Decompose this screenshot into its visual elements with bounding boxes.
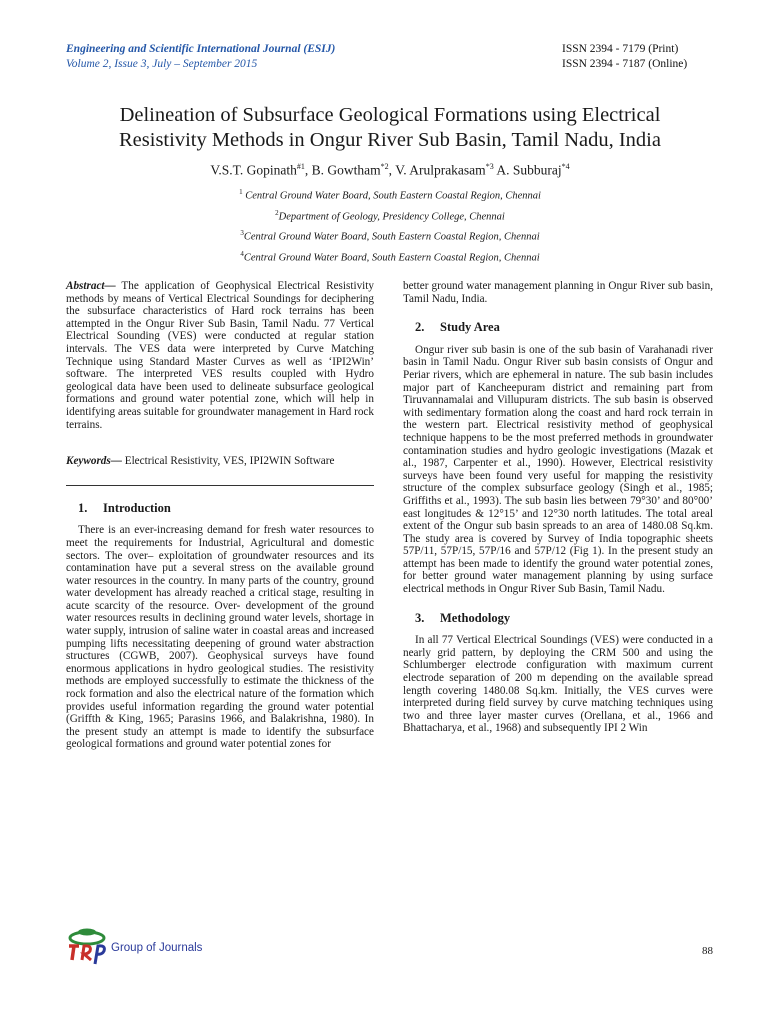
affiliation-number: 3 xyxy=(240,229,244,237)
continuation-paragraph: better ground water management planning in Ongur River sub basin, Tamil Nadu, India. xyxy=(403,280,713,305)
journal-header xyxy=(66,42,335,72)
logo-letter-r xyxy=(82,946,91,960)
affiliation-item xyxy=(70,225,710,246)
abstract-text: The application of Geophysical Electrical Resistivity methods by means of Vertical Electrical Soundings for deciphering the subsurface characteristics of Hard rock terrains has been attempted in the Ongur River Sub Basin, Tamil Nadu. 77 Vertical Electrical Sounding (VES) were conducted at regular station intervals. The VES data were interpreted by Curve Matching Technique using Standard Master Curves as well as ‘IPI2Win’ software. The interpreted VES results coupled with Hydro geological data have been used to delineate subsurface geological formations and ground water potential zone, which will help in identifying areas suitable for groundwater management in Hard rock terrains. xyxy=(66,280,374,431)
author-name: V. Arulprakasam xyxy=(395,162,486,178)
affiliation-item xyxy=(70,184,710,205)
abstract xyxy=(66,280,374,431)
section-number: 3. xyxy=(415,610,425,625)
affiliation-text: Central Ground Water Board, South Eastern Coastal Region, Chennai xyxy=(243,252,540,263)
section-number: 1. xyxy=(78,500,88,515)
left-column xyxy=(66,280,374,751)
section-divider xyxy=(66,485,374,486)
author-mark: #1 xyxy=(296,162,305,171)
keywords-label: Keywords— xyxy=(66,455,122,468)
author-name: A. Subburaj xyxy=(496,162,562,178)
affiliation-item xyxy=(70,246,710,267)
title-line-2: Resistivity Methods in Ongur River Sub Basin, Tamil Nadu, India xyxy=(119,129,661,151)
author-mark: *3 xyxy=(485,162,494,171)
section-heading-study-area xyxy=(415,321,713,334)
author-separator: , xyxy=(388,162,396,178)
affiliation-text: Central Ground Water Board, South Eastern Coastal Region, Chennai xyxy=(242,190,541,202)
keywords-text: Electrical Resistivity, VES, IPI2WIN Software xyxy=(121,455,335,468)
affiliation-number: 2 xyxy=(275,208,279,217)
section-heading-introduction xyxy=(78,502,374,515)
author-separator: , xyxy=(304,162,312,178)
section-heading-methodology xyxy=(415,612,713,625)
author-name: B. Gowtham xyxy=(311,162,381,178)
page-number: 88 xyxy=(702,945,713,957)
journal-name: Engineering and Scientific International Journal (ESIJ) xyxy=(66,43,336,55)
affiliation-list xyxy=(70,184,710,266)
author-name: V.S.T. Gopinath xyxy=(210,162,297,178)
study-area-paragraph: Ongur river sub basin is one of the sub basin of Varahanadi river basin in Tamil Nadu. Ongur River sub basin consists of Ongur and Periar rivers, which are ephemeral in nature. The sub basin includes major part of Kancheepuram district and remaining part from Tiruvannamalai and Villupuram districts. The sub basin is observed with sedimentary formation along the coast and hard rock terrain in the western part. Electrical resistivity method of geophysical technique happens to be the most preferred methods in groundwater contamination studies and hydro geologic investigations (Mazak et al., 1987, Carpenter et al., 1990). However, Electrical resistivity surveys have been found very useful for mapping the resistivity structure of the complex subsurface geology (Singh et al., 1985; Griffiths et al., 1993). The sub basin lies between 79°30’ and 80°00’ east longitudes & 12°15’ and 12°30 north latitudes. The total areal extent of the Ongur sub basin spreads to an area of 1480.08 Sq.km. The study area is covered by Survey of India topographic sheets 57P/11, 57P/15, 57P/16 and 57P/12 (Fig 1). In the present study an attempt has been made to identify the ground water potential zones, for better ground water management planning by using surface electrical methods in Ongur River Sub Basin, Tamil Nadu. xyxy=(403,343,713,596)
affiliation-number: 4 xyxy=(240,249,244,258)
section-title: Methodology xyxy=(440,610,511,625)
logo-letter-i xyxy=(69,946,79,960)
affiliation-number: 1 xyxy=(239,188,243,196)
author-mark: *2 xyxy=(380,162,389,171)
issn-block xyxy=(562,42,687,72)
author-list xyxy=(70,162,710,179)
paper-title xyxy=(70,103,710,153)
logo-text: Group of Journals xyxy=(111,942,203,954)
section-title: Study Area xyxy=(440,320,500,335)
affiliation-item xyxy=(70,205,710,226)
journal-volume: Volume 2, Issue 3, July – September 2015 xyxy=(66,58,258,70)
methodology-paragraph: In all 77 Vertical Electrical Soundings (VES) were conducted in a nearly grid pattern, by deploying the CRM 500 and using the Schlumberger electrode configuration with maximum current electrode separation of 200 m depending on the available spread length covering 1480.08 Sq.km. Initially, the VES curves were interpreted during field survey by curve matching techniques using two and three layer master curves (Orellana, et al., 1966 and Bhattacharya, et al., 1968) and subsequently IPI 2 Win xyxy=(403,634,713,735)
abstract-label: Abstract— xyxy=(66,280,116,292)
logo-swoosh-fill xyxy=(78,929,96,936)
section-number: 2. xyxy=(415,320,425,335)
section-title: Introduction xyxy=(103,500,171,515)
author-mark: *4 xyxy=(561,162,570,171)
right-column xyxy=(403,280,713,735)
keywords xyxy=(66,455,374,468)
affiliation-text: Department of Geology, Presidency College, Chennai xyxy=(278,211,505,222)
issn-online: ISSN 2394 - 7187 (Online) xyxy=(562,58,688,70)
title-line-1: Delineation of Subsurface Geological Formations using Electrical xyxy=(119,104,661,126)
logo-letter-p xyxy=(95,946,104,964)
affiliation-text: Central Ground Water Board, South Eastern Coastal Region, Chennai xyxy=(243,231,540,243)
introduction-paragraph: There is an ever-increasing demand for fresh water resources to meet the requirements for Industrial, Agricultural and domestic sectors. The over– exploitation of groundwater resources and its contamination have put a several stress on the available ground water resources in the country. In many parts of the country, ground water development has already reached a critical stage, resulting in acute scarcity of the resource. Over- development of the ground water resources results in declining ground water levels, shortage in water supply, intrusion of saline water in coastal areas and increased pumping lifts necessitating deepening of ground water abstraction structures (CGWB, 2007). Geophysical surveys have found enormous applications in hydro geological studies. The resistivity methods are employed successfully to estimate the thickness of the rock formation and also the electrical nature of the formation which provides useful information regarding the ground water potential (Griffth & King, 1965; Parasins 1966, and Balakrishna, 1980). In the present study an attempt is made to identify the subsurface geological formations and ground water potential zones for xyxy=(66,524,374,751)
issn-print: ISSN 2394 - 7179 (Print) xyxy=(562,43,679,55)
